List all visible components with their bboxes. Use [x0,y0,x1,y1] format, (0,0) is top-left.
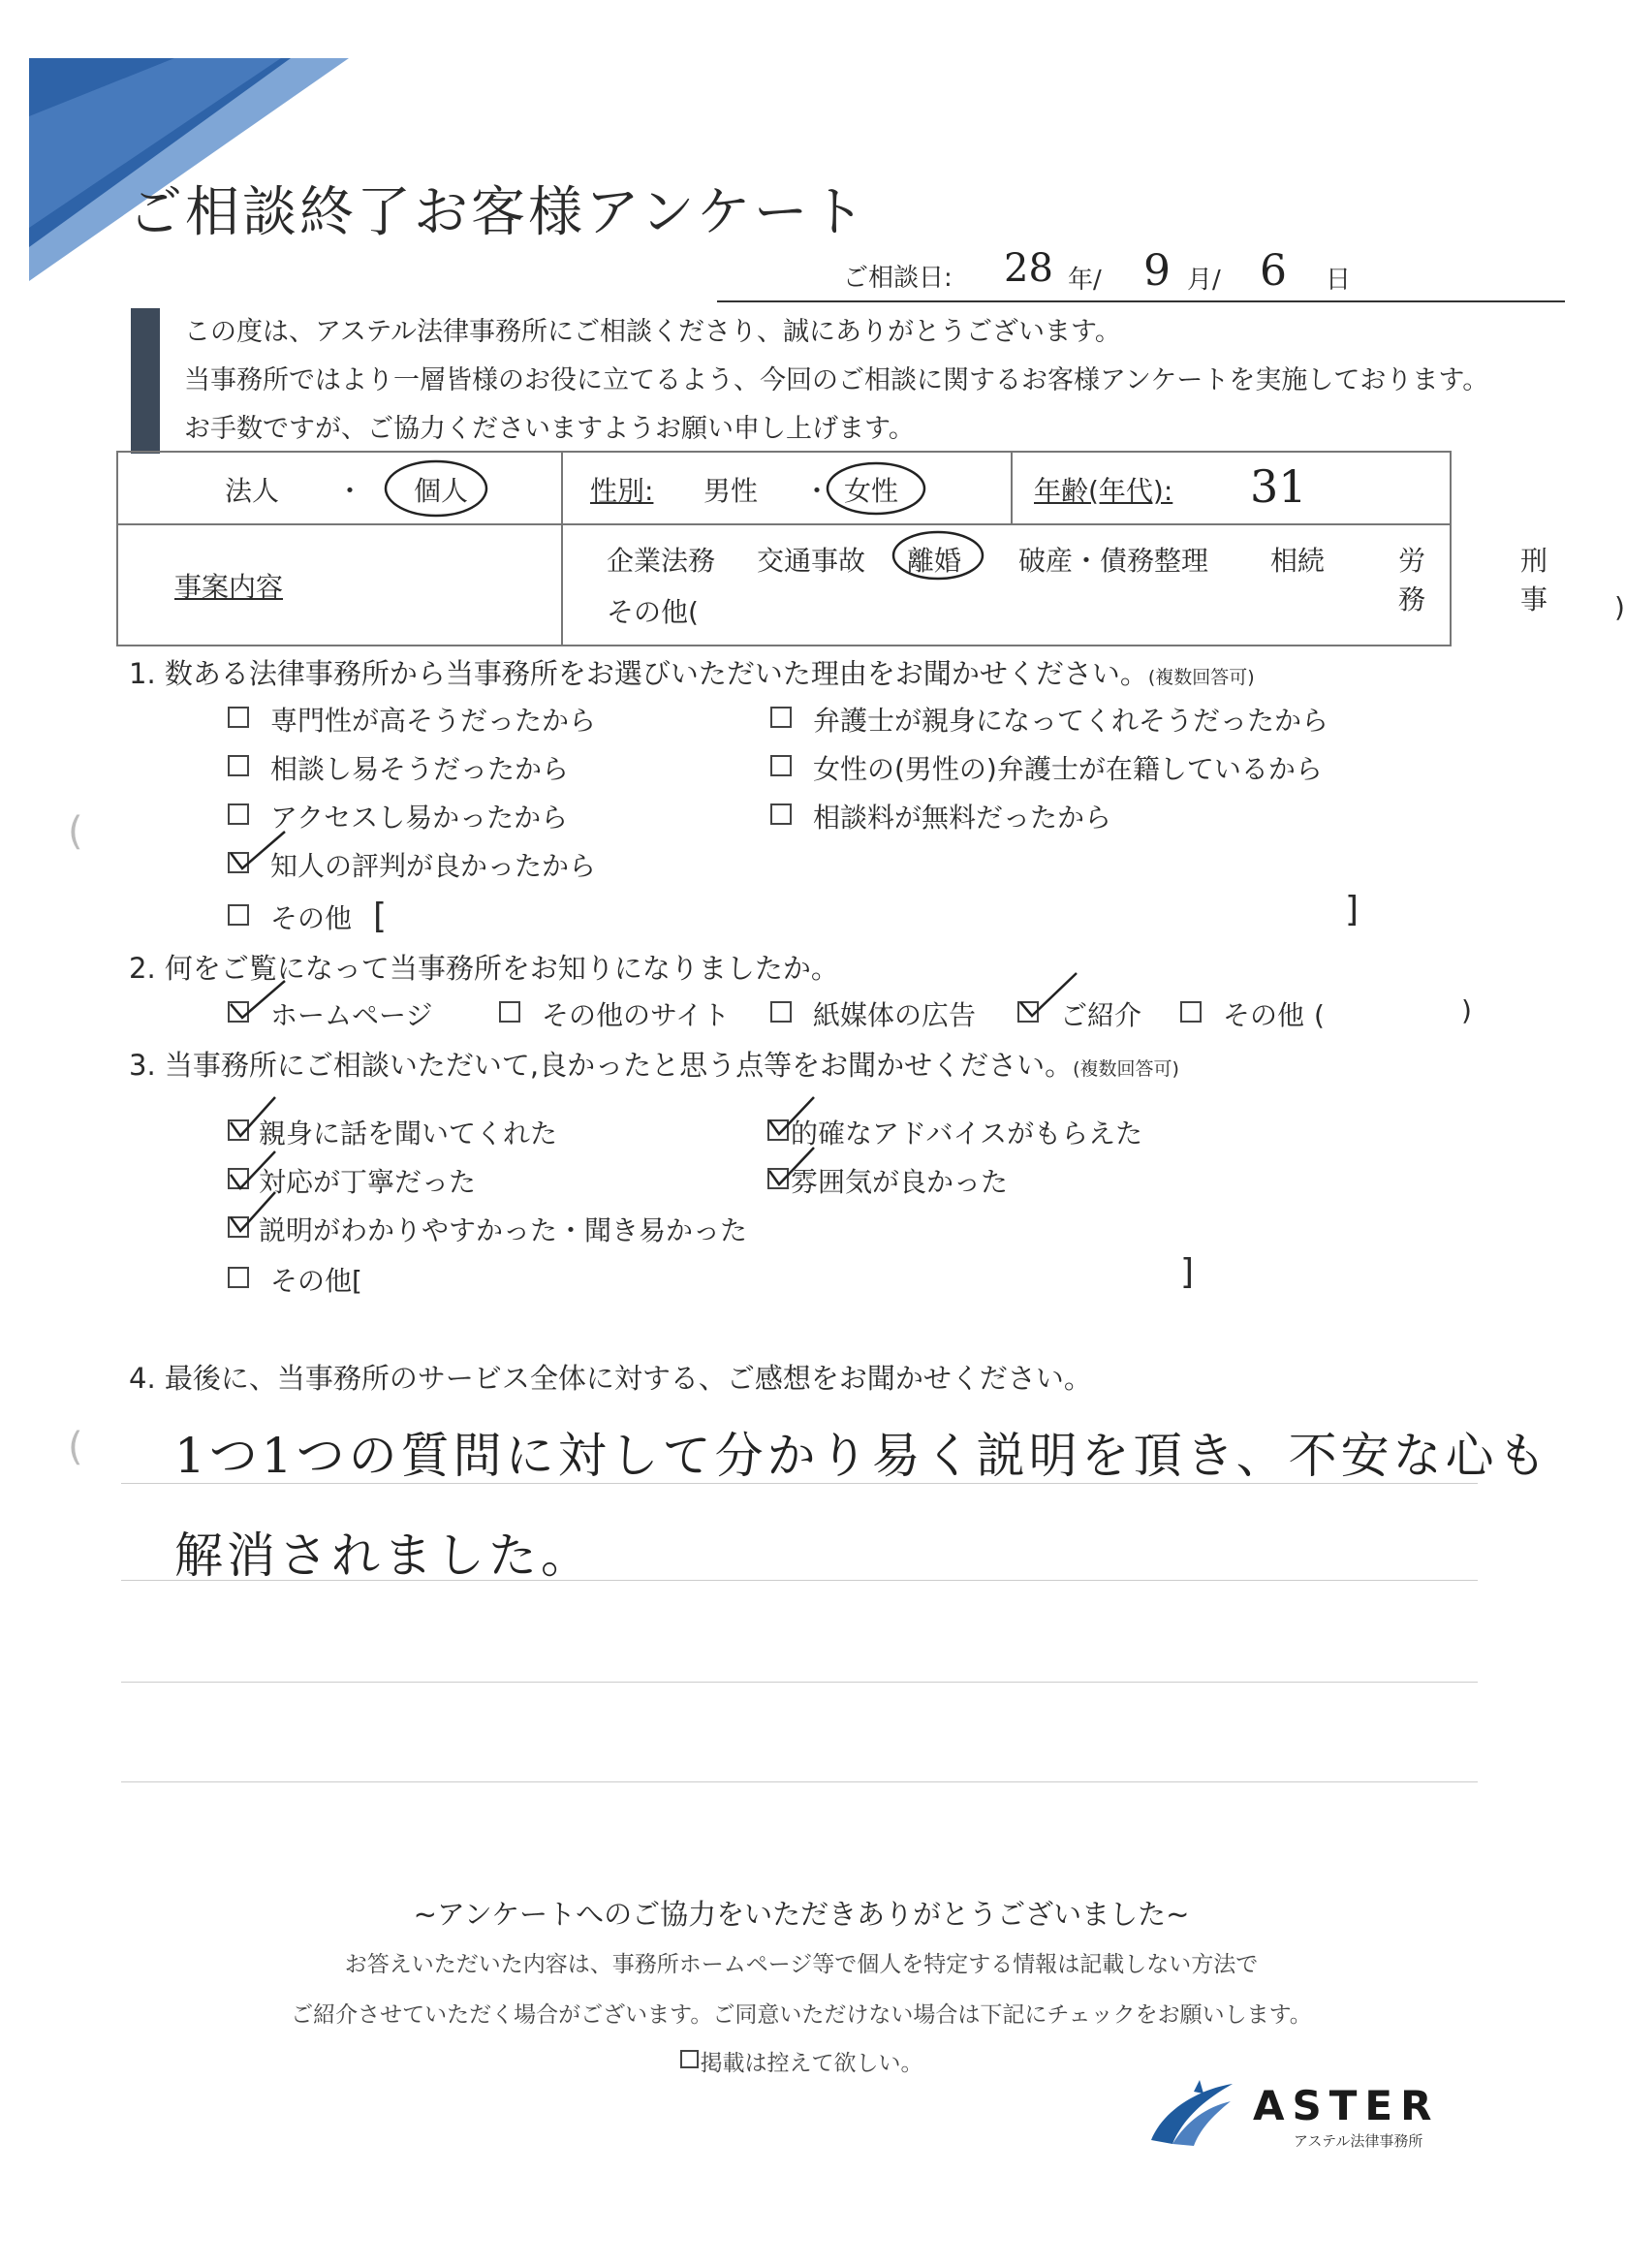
case-other-close: ) [1614,591,1625,623]
male-option[interactable]: 男性 [703,475,759,507]
q3-option-3[interactable] [767,1113,1142,1151]
check-mark [225,1146,283,1194]
individual-circle [380,455,496,522]
case-corporate[interactable]: 企業法務 [607,545,716,577]
female-circle [820,457,936,520]
case-label-cell [117,524,562,646]
gender-label: 性別: [590,475,654,507]
q1-note: (複数回答可) [1147,667,1255,688]
age-cell [1012,452,1451,524]
q3-option-other[interactable] [228,1260,362,1299]
q3-title-text: 3. 当事務所にご相談いただいて,良かったと思う点等をお聞かせください。 [129,1049,1074,1082]
logo-subtitle: アステル法律事務所 [1294,2132,1423,2150]
checkbox[interactable] [770,707,792,728]
q2-option-other[interactable] [1180,994,1325,1033]
q1-option-0[interactable] [228,700,596,739]
q3-option-2[interactable] [228,1210,747,1248]
option-label: その他 [270,902,353,934]
checkbox[interactable] [770,1001,792,1023]
q2-title: 2. 何をご覧になって当事務所をお知りになりましたか。 [129,952,839,985]
case-bankruptcy[interactable]: 破産・債務整理 [1018,545,1209,577]
case-traffic[interactable]: 交通事故 [757,545,866,577]
punch-hole-mark: ( [68,809,83,854]
answer-line [121,1682,1478,1683]
intro-line-2: 当事務所ではより一層皆様のお役に立てるよう、今回のご相談に関するお客様アンケートを実施しております。 [184,365,1489,395]
check-mark [225,1188,283,1237]
disclaimer-line-1: お答えいただいた内容は、事務所ホームページ等で個人を特定する情報は記載しない方法で [344,1952,1259,1977]
option-label: 相談し易そうだったから [270,753,570,785]
checkbox[interactable] [680,2050,699,2068]
logo-name: ASTER [1253,2082,1440,2129]
case-other[interactable]: その他( [607,596,699,628]
date-month: 9 [1143,246,1171,296]
age-label: 年齢(年代): [1034,475,1173,507]
answer-line [121,1781,1478,1782]
page-title: ご相談終了お客様アンケート [128,181,868,244]
case-criminal[interactable]: 刑事 [1520,545,1548,615]
intro-bar [131,308,160,454]
option-label: 知人の評判が良かったから [270,850,597,882]
option-label: 女性の(男性の)弁護士が在籍しているから [813,753,1323,785]
case-label: 事案内容 [174,571,284,603]
check-mark [1015,969,1082,1023]
answer-line-2: 解消されました。 [174,1528,593,1584]
option-label: 弁護士が親身になってくれそうだったから [813,705,1329,737]
client-type-cell [117,452,562,524]
option-label: 専門性が高そうだったから [270,705,597,737]
check-mark [764,1093,822,1142]
option-label: その他[ [270,1265,362,1297]
consult-date [717,246,1565,302]
q3-note: (複数回答可) [1073,1058,1179,1080]
check-mark [225,975,293,1024]
disclaimer-line-2: ご紹介させていただく場合がございます。ご同意いただけない場合は下記にチェックをお願いします。 [291,2002,1312,2028]
profile-table [116,451,1625,646]
individual-option[interactable]: 個人 [414,475,469,507]
case-divorce[interactable]: 離婚 [907,545,962,577]
checkbox[interactable] [1180,1001,1202,1023]
opt-out-option[interactable] [0,2045,1603,2077]
q2-other-close: ) [1461,994,1472,1026]
case-inheritance[interactable]: 相続 [1270,545,1326,577]
q2-option-print[interactable] [770,994,976,1033]
q1-option-4[interactable] [770,700,1328,739]
date-day-unit: 日 [1326,266,1352,295]
divorce-circle [888,525,994,585]
separator-dot: ・ [336,475,364,507]
date-day: 6 [1260,246,1287,296]
intro-line-1: この度は、アステル法律事務所にご相談くださり、誠にありがとうございます。 [184,317,1121,347]
date-label: ご相談日: [843,264,953,293]
option-label: その他のサイト [542,999,731,1031]
q3-title [129,1044,1179,1084]
checkbox[interactable] [228,1267,249,1288]
checkbox[interactable] [499,1001,520,1023]
q1-option-other[interactable] [228,897,387,936]
checkbox[interactable] [228,803,249,825]
check-mark [225,1093,283,1142]
intro-text [184,308,1488,454]
q1-option-1[interactable] [228,748,569,787]
check-mark [225,826,293,874]
option-label: ホームページ [270,999,433,1031]
opt-out-label: 掲載は控えて欲しい。 [700,2051,923,2076]
checkbox[interactable] [228,707,249,728]
option-label: 相談料が無料だったから [813,802,1112,834]
date-year: 28 [1004,246,1053,291]
option-label: 対応が丁寧だった [259,1166,477,1198]
q4-title: 4. 最後に、当事務所のサービス全体に対する、ご感想をお聞かせください。 [129,1362,1092,1395]
q2-option-other-site[interactable] [499,994,730,1033]
intro-line-3: お手数ですが、ご協力くださいますようお願い申し上げます。 [184,414,915,444]
checkbox[interactable] [228,904,249,926]
paren-open: ( [1314,999,1325,1031]
answer-line-1: 1つ1つの質問に対して分かり易く説明を頂き、不安な心も [174,1428,1550,1484]
q1-other-close: ] [1345,890,1359,929]
bracket-open: [ [373,897,388,936]
corp-option[interactable]: 法人 [225,475,280,507]
age-value: 31 [1250,460,1307,513]
option-label: ご紹介 [1060,999,1142,1031]
q1-option-6[interactable] [770,797,1111,835]
q3-other-close: ] [1180,1252,1195,1292]
q1-title-text: 1. 数ある法律事務所から当事務所をお選びいただいた理由をお聞かせください。 [129,657,1148,690]
checkbox[interactable] [770,755,792,776]
option-label: 説明がわかりやすかった・聞き易かった [259,1214,748,1246]
thanks-text: ~アンケートへのご協力をいただきありがとうございました~ [413,1898,1190,1931]
option-label: 親身に話を聞いてくれた [259,1118,558,1150]
option-label: その他 [1223,999,1305,1031]
case-items-cell [562,524,1625,646]
check-mark [764,1144,822,1192]
date-year-unit: 年/ [1068,266,1102,295]
punch-hole-mark: ( [68,1425,83,1469]
case-labor[interactable]: 労務 [1398,545,1426,615]
female-option[interactable]: 女性 [844,475,899,507]
gender-cell [562,452,1012,524]
date-month-unit: 月/ [1187,266,1221,295]
q1-option-5[interactable] [770,748,1323,787]
option-label: 雰囲気が良かった [791,1166,1009,1198]
option-label: 紙媒体の広告 [813,999,977,1031]
option-label: 的確なアドバイスがもらえた [791,1118,1143,1150]
option-label: アクセスし易かったから [270,802,569,834]
checkbox[interactable] [770,803,792,825]
q1-title [129,652,1255,692]
separator-dot: ・ [803,475,831,507]
checkbox[interactable] [228,755,249,776]
aster-logo-icon [1143,2072,1240,2150]
